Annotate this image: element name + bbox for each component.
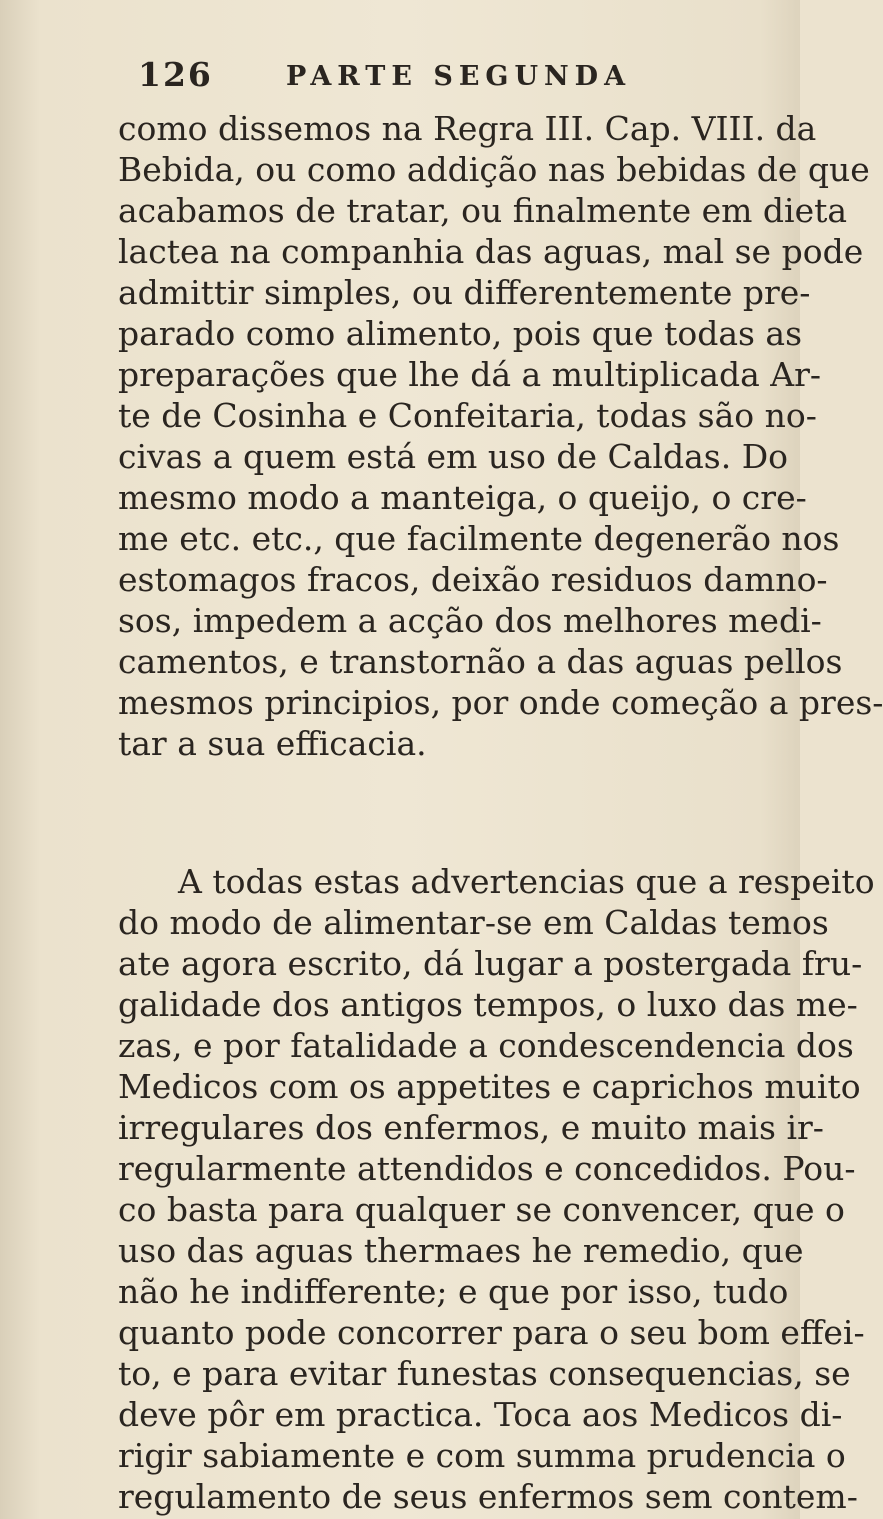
page-header [138,55,758,99]
text-line: co basta para qualquer se convencer, que o [118,1190,845,1229]
text-line: rigir sabiamente e com summa prudencia o [118,1436,846,1475]
text-line: me etc. etc., que facilmente degenerão nos [118,519,840,558]
text-line: galidade dos antigos tempos, o luxo das me- [118,985,858,1024]
text-line: admittir simples, ou differentemente pre- [118,273,811,312]
text-line: camentos, e transtornão a das aguas pellos [118,642,843,681]
text-line: não he indifferente; e que por isso, tudo [118,1272,789,1311]
text-line: mesmos principios, por onde começão a pres- [118,683,883,722]
text-line: uso das aguas thermaes he remedio, que [118,1231,804,1270]
text-line: sos, impedem a acção dos melhores medi- [118,601,822,640]
body-text [118,108,883,1517]
text-line: parado como alimento, pois que todas as [118,314,803,353]
paragraph-1 [118,108,883,764]
text-line: Medicos com os appetites e caprichos muito [118,1067,861,1106]
text-line: regularmente attendidos e concedidos. Pou- [118,1149,856,1188]
text-line: quanto pode concorrer para o seu bom effei- [118,1313,865,1352]
text-line: mesmo modo a manteiga, o queijo, o cre- [118,478,807,517]
text-line: deve pôr em practica. Toca aos Medicos di- [118,1395,843,1434]
text-line: zas, e por fatalidade a condescendencia dos [118,1026,854,1065]
text-line: A todas estas advertencias que a respeito [178,862,875,901]
text-line: regulamento de seus enfermos sem contem- [118,1477,858,1516]
text-line: como dissemos na Regra III. Cap. VIII. da [118,109,817,148]
text-line: estomagos fracos, deixão residuos damno- [118,560,828,599]
running-head: PARTE SEGUNDA [286,61,632,92]
paragraph-gap [118,764,766,861]
page-number: 126 [138,55,213,94]
text-line: preparações que lhe dá a multiplicada Ar- [118,355,822,394]
text-line: civas a quem está em uso de Caldas. Do [118,437,789,476]
text-line: lactea na companhia das aguas, mal se pode [118,232,864,271]
text-line: Bebida, ou como addição nas bebidas de que [118,150,870,189]
text-line: do modo de alimentar-se em Caldas temos [118,903,829,942]
text-line: acabamos de tratar, ou finalmente em dieta [118,191,848,230]
text-line: irregulares dos enfermos, e muito mais ir- [118,1108,824,1147]
text-line: ate agora escrito, dá lugar a postergada fru- [118,944,863,983]
text-line: tar a sua efficacia. [118,724,427,763]
paragraph-2 [118,861,875,1517]
text-line: te de Cosinha e Confeitaria, todas são no- [118,396,817,435]
text-line: to, e para evitar funestas consequencias, se [118,1354,851,1393]
